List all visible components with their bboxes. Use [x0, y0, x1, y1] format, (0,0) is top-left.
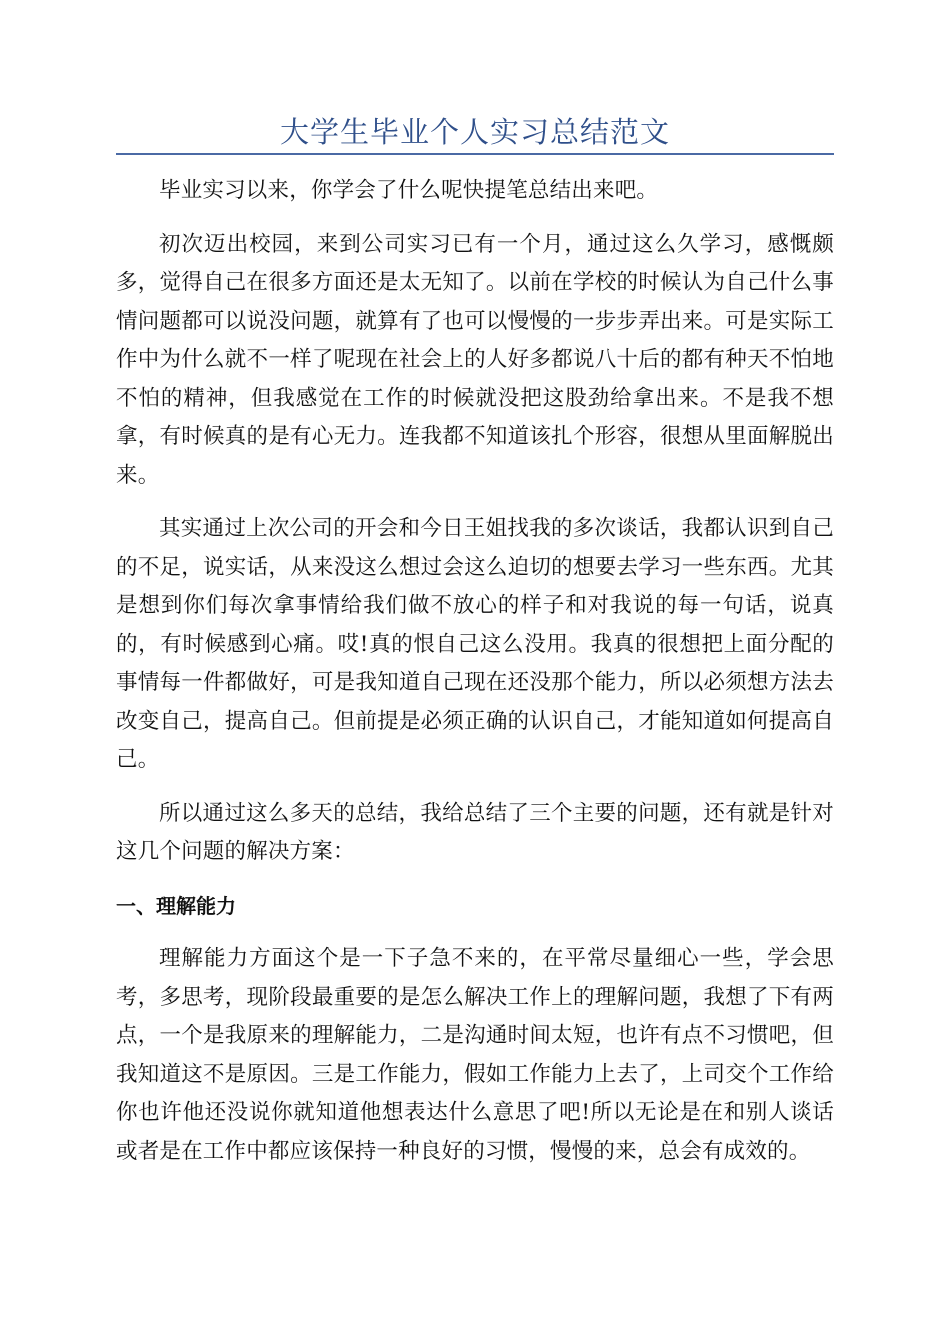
- document-body: [116, 172, 834, 1186]
- document-title: 大学生毕业个人实习总结范文: [279, 115, 670, 149]
- section-heading-comprehension: 一、理解能力: [116, 893, 236, 918]
- title-underline: [116, 153, 834, 155]
- paragraph-summary-intro: 所以通过这么多天的总结，我给总结了三个主要的问题，还有就是针对这几个问题的解决方案：: [116, 800, 834, 864]
- paragraph-first-month: 初次迈出校园，来到公司实习已有一个月，通过这么久学习，感慨颇多，觉得自己在很多方面还是太无知了。以前在学校的时候认为自己什么事情问题都可以说没问题，就算有了也可以慢慢的一步步弄出来。可是实际工作中为什么就不一样了呢现在社会上的人好多都说八十后的都有种天不怕地不怕的精神，但我感觉在工作的时候就没把这股劲给拿出来。不是我不想拿，有时候真的是有心无力。连我都不知道该扎个形容，很想从里面解脱出来。: [116, 231, 834, 488]
- paragraph-self-reflection: 其实通过上次公司的开会和今日王姐找我的多次谈话，我都认识到自己的不足，说实话，从来没这么想过会这么迫切的想要去学习一些东西。尤其是想到你们每次拿事情给我们做不放心的样子和对我说的每一句话，说真的，有时候感到心痛。哎!真的恨自己这么没用。我真的很想把上面分配的事情每一件都做好，可是我知道自己现在还没那个能力，所以必须想方法去改变自己，提高自己。但前提是必须正确的认识自己，才能知道如何提高自己。: [116, 516, 834, 772]
- paragraph-intro: 毕业实习以来，你学会了什么呢快提笔总结出来吧。: [159, 178, 659, 203]
- paragraph-comprehension: 理解能力方面这个是一下子急不来的，在平常尽量细心一些，学会思考，多思考，现阶段最重要的是怎么解决工作上的理解问题，我想了下有两点，一个是我原来的理解能力，二是沟通时间太短，也许有点不习惯吧，但我知道这不是原因。三是工作能力，假如工作能力上去了，上司交个工作给你也许他还没说你就知道他想表达什么意思了吧!所以无论是在和别人谈话或者是在工作中都应该保持一种良好的习惯，慢慢的来，总会有成效的。: [116, 946, 834, 1164]
